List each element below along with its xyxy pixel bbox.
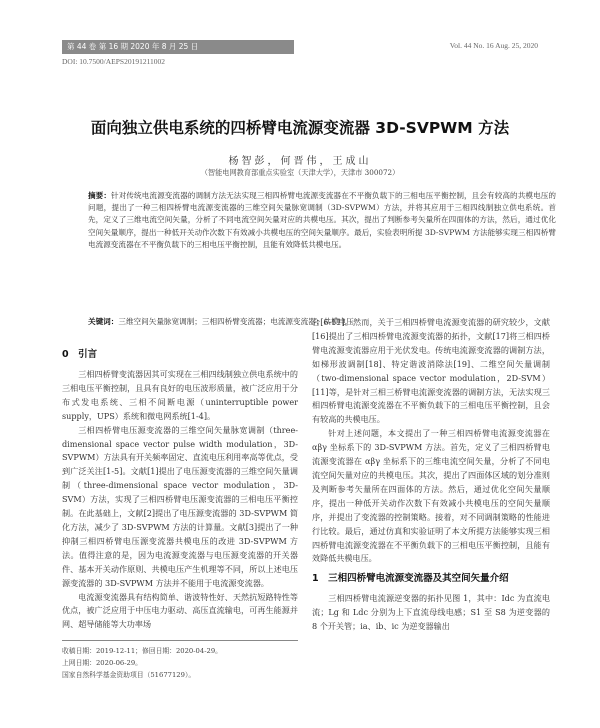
journal-issue-banner: 第 44 卷 第 16 期 2020 年 8 月 25 日 — [62, 40, 294, 54]
paragraph: 三相四桥臂电流源逆变器的拓扑见图 1，其中：Idc 为直流电流；Lg 和 Ldc 分别为上下直流母线电感；S1 至 S8 为逆变器的 8 个开关管；ia、ib、ic 为逆变器输出 — [312, 593, 550, 632]
section-heading-1: 1 三相四桥臂电流源变流器及其空间矢量介绍 — [312, 573, 509, 585]
authors: 杨智彭，何晋伟，王成山 — [228, 156, 372, 167]
journal-issue-english: Vol. 44 No. 16 Aug. 25, 2020 — [449, 41, 538, 50]
paragraph: 电流源变流器具有结构简单、谐波特性好、天然抗短路特性等优点，被广泛应用于中压电力驱动、高压直流输电，可再生能源并网、超导储能等大功率场 — [62, 591, 298, 630]
paragraph: 三相四桥臂电压源变流器的三维空间矢量脉宽调制（three-dimensional space vector pulse width modulation，3D-SVPWM）方法具有开关频率固定、直流电压利用率高等优点，受到广泛关注[1-5]。文献[1]提出了电压源变流器的三维空间矢量调制（three-dimensional space vector modulation，3D-SVM）方法，实现了三相四桥臂电压源变流器的三相电压平衡控制。在此基础上，文献[2]提出了电压源变流器的 3D-SVPWM 简化方法，减少了 3D-SVPWM 方法的计算量。文献[3]提出了一种抑制三相四桥臂电压源变流器共模电压的改进 3D-SVPWM 方法。值得注意的是，因为电流源变流器与电压源变流器的开关器件、基本开关动作原则、共模电压产生机理等不同，所以上述电压源变流器的 3D-SVPWM 方法并不能用于电流源变流器。 — [62, 424, 298, 588]
paragraph: 合[6-11]。然而，关于三相四桥臂电流源变流器的研究较少，文献[16]提出了三相四桥臂电流源变流器的拓扑，文献[17]将三相四桥臂电流源变流器应用于光伏发电。传统电流源变流器的调制方法，如梯形波调制[18]、特定谐波消除法[19]、二维空间矢量调制（two-dimensional space vector modulation，2D-SVM）[11]等，是针对三相三桥臂电流源变流器的调制方法，无法实现三相四桥臂电流源变流器在不平衡负载下的三相电压平衡控制，且会有较高的共模电压。 — [312, 317, 550, 425]
footnote-label: 国家自然科学基金资助项目 — [62, 671, 144, 680]
footnote-funding — [62, 669, 298, 681]
footnote-value: 2020-06-29。 — [95, 659, 142, 668]
paragraph: 三相四桥臂变流器因其可实现在三相四线制独立供电系统中的三相电压平衡控制，且具有良好的电压波形质量，被广泛应用于分布式发电系统、三相不间断电源（uninterruptible power supply，UPS）系统和微电网系统[1-4]。 — [62, 369, 298, 421]
footnote-value: 2019-12-11；修回日期：2020-04-29。 — [95, 647, 222, 656]
doi: DOI: 10.7500/AEPS20191211002 — [62, 57, 166, 66]
section-heading-introduction: 0 引言 — [62, 349, 98, 360]
footnote-value: （51677129）。 — [143, 671, 196, 680]
footnote-online — [62, 657, 298, 669]
keywords-text: 三维空间矢量脉宽调制；三相四桥臂变流器；电流源变流器；共模电压 — [118, 317, 354, 326]
abstract-text: 针对传统电流源变流器的调制方法无法实现三相四桥臂电流源变流器在不平衡负载下的三相电压平衡控制，且会有较高的共模电压的问题，提出了一种三相四桥臂电流源变流器的三维空间矢量脉宽调制（3D-SVPWM）方法，并将其应用于三相四线制独立供电系统。首先，定义了三维电流空间矢量，分析了不同电流空间矢量对应的共模电压。其次，提出了判断参考矢量所在四面体的方法，然后，通过优化空间矢量顺序，提出一种低开关动作次数下有效减小共模电压的空间矢量顺序。最后，实验表明所提 3D-SVPWM 方法能够实现三相四桥臂电流源变流器在不平衡负载下的三相电压平衡控制，且能有效降低共模电压。 — [88, 191, 557, 249]
right-column — [312, 316, 550, 634]
abstract-label: 摘要： — [88, 191, 112, 200]
footnote-received — [62, 645, 298, 657]
footnote-divider — [62, 640, 298, 641]
keywords-label: 关键词： — [88, 317, 119, 326]
footnote-label: 收稿日期： — [62, 647, 96, 656]
paper-title: 面向独立供电系统的四桥臂电流源变流器 3D-SVPWM 方法 — [90, 119, 510, 137]
footnote-label: 上网日期： — [62, 659, 96, 668]
left-column — [62, 346, 298, 681]
affiliation: （智能电网教育部重点实验室（天津大学），天津市 300072） — [200, 168, 400, 177]
paragraph: 针对上述问题，本文提出了一种三相四桥臂电流源变流器在 αβγ 坐标系下的 3D-SVPWM 方法。首先，定义了三相四桥臂电流源变流器在 αβγ 坐标系下的三维电流空间矢量，分析了不同电流空间矢量对应的共模电压。其次，提出了四面体区域的划分准则及判断参考矢量所在四面体的方法。然后，通过优化空间矢量顺序，提出一种低开关动作次数下有效减小共模电压的空间矢量顺序，并提出了变流器的控制策略。接着，对不同调制策略的性能进行比较。最后，通过仿真和实验证明了本文所提方法能够实现三相四桥臂电流源变流器在不平衡负载下的三相电压平衡控制，且能有效降低共模电压。 — [312, 428, 550, 564]
abstract — [88, 190, 556, 251]
